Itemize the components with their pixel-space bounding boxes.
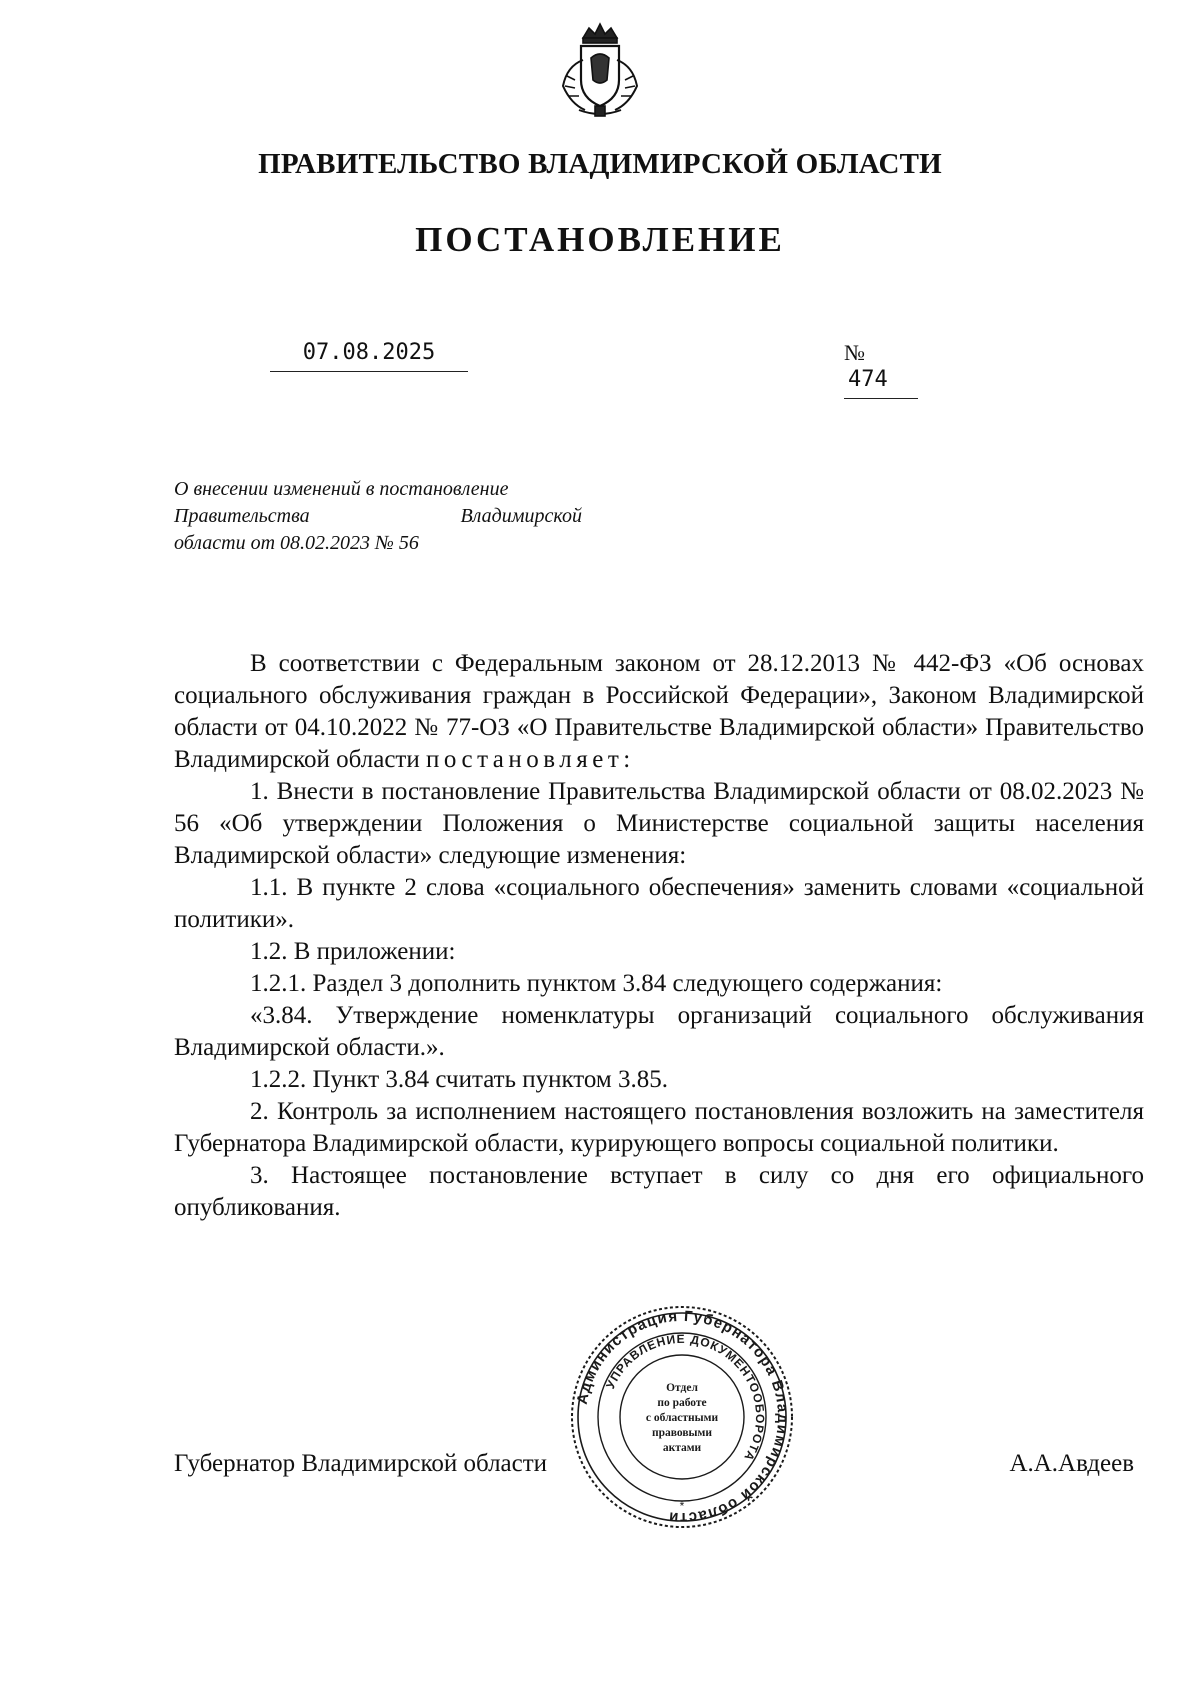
preamble-text: В соответствии с Федеральным законом от 28.12.2013 № 442-ФЗ «Об основах социального обслуживания граждан в Российской Федерации», Законом Владимирской области от 04.10.2022 № 77-ОЗ «О Правительстве Владимирской области» Правительство Владимирской области [174, 650, 1144, 773]
signatory-title: Губернатор Владимирской области [174, 1450, 548, 1477]
svg-text:УПРАВЛЕНИЕ ДОКУМЕНТООБОРОТА: УПРАВЛЕНИЕ ДОКУМЕНТООБОРОТА [603, 1331, 768, 1464]
document-type: ПОСТАНОВЛЕНИЕ [415, 220, 785, 259]
svg-text:актами: актами [662, 1442, 702, 1454]
organization-name: ПРАВИТЕЛЬСТВО ВЛАДИМИРСКОЙ ОБЛАСТИ [258, 148, 942, 180]
subject-line: О внесении изменений в постановление [174, 478, 509, 500]
coat-of-arms-icon [553, 20, 647, 120]
document-body [174, 648, 1144, 1224]
item-paragraph: 1.1. В пункте 2 слова «социального обеспечения» заменить словами «социальной политики». [174, 874, 1144, 933]
official-stamp-icon [568, 1303, 796, 1531]
document-date: 07.08.2025 [270, 340, 468, 372]
document-number-block [844, 340, 940, 399]
svg-text:правовыми: правовыми [651, 1427, 713, 1439]
svg-text:*: * [679, 1499, 685, 1513]
number-sign: № [844, 340, 865, 365]
svg-text:Администрация Губернатора Влад: Администрация Губернатора Владимирской области [573, 1307, 792, 1527]
item-paragraph: 2. Контроль за исполнением настоящего постановления возложить на заместителя Губернатора Владимирской области, курирующего вопросы социальной политики. [174, 1098, 1144, 1157]
signatory-name: А.А.Авдеев [1009, 1450, 1134, 1477]
subject-line: Правительства Владимирской [174, 505, 582, 527]
document-subject [174, 476, 582, 557]
item-paragraph: 3. Настоящее постановление вступает в силу со дня его официального опубликования. [174, 1162, 1144, 1221]
item-paragraph: «3.84. Утверждение номенклатуры организаций социального обслуживания Владимирской области.». [174, 1002, 1144, 1061]
document-number: 474 [844, 367, 918, 399]
svg-text:Отдел: Отдел [666, 1382, 698, 1394]
decree-word: постановляет: [425, 746, 635, 773]
item-paragraph: 1. Внести в постановление Правительства Владимирской области от 08.02.2023 № 56 «Об утверждении Положения о Министерстве социальной защиты населения Владимирской области» следующие изменения: [174, 778, 1144, 869]
item-paragraph: 1.2.2. Пункт 3.84 считать пунктом 3.85. [250, 1066, 668, 1093]
svg-text:с областными: с областными [645, 1412, 719, 1424]
item-paragraph: 1.2.1. Раздел 3 дополнить пунктом 3.84 следующего содержания: [250, 970, 943, 997]
svg-text:по работе: по работе [657, 1397, 707, 1409]
preamble-paragraph [174, 648, 1144, 776]
subject-line: области от 08.02.2023 № 56 [174, 532, 419, 554]
item-paragraph: 1.2. В приложении: [250, 938, 456, 965]
